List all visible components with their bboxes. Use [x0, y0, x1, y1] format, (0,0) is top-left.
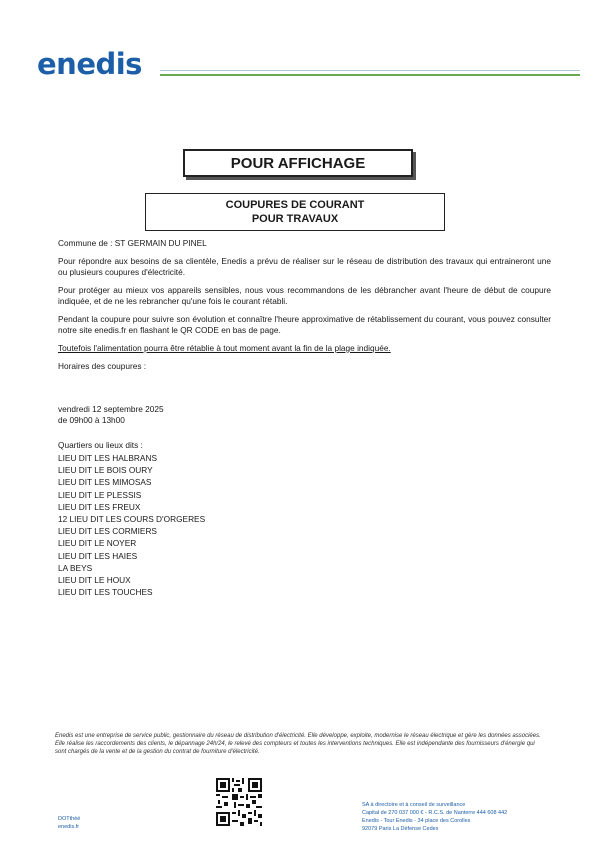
legal-footer: Enedis est une entreprise de service public, gestionnaire du réseau de distribution d'électricité. Elle développe, exploite, modernise le réseau électrique et gère les données associées. Elle réalise les raccordements des clients, le dépannage 24h/24, le relevé des compteurs et toutes les interventions techniques. Elle est indépendante des fournisseurs d'énergie qui sont chargés de la vente et de la gestion du contrat de fourniture d'électricité. — [55, 733, 541, 755]
list-item: LA BEYS — [58, 562, 93, 573]
outage-time: de 09h00 à 13h00 — [58, 415, 125, 425]
list-item: LIEU DIT LES FREUX — [58, 501, 141, 512]
title-text: POUR AFFICHAGE — [230, 154, 366, 172]
company-address: Enedis - Tour Enedis - 34 place des Corolles — [362, 818, 471, 824]
quartiers-label: Quartiers ou lieux dits : — [58, 440, 143, 450]
list-item: LIEU DIT LES TOUCHES — [58, 587, 153, 598]
website-link[interactable]: enedis.fr — [58, 824, 80, 830]
company-capital: Capital de 270 037 000 € - R.C.S. de Nanterre 444 608 442 — [362, 810, 508, 816]
list-item: LIEU DIT LE NOYER — [58, 538, 137, 549]
enedis-logo — [37, 47, 142, 81]
list-item: LIEU DIT LE HOUX — [58, 575, 131, 586]
horaires-label: Horaires des coupures : — [58, 361, 147, 371]
subtitle-line2: POUR TRAVAUX — [251, 213, 339, 225]
list-item: LIEU DIT LES CORMIERS — [58, 526, 157, 537]
paragraph-3: Pendant la coupure pour suivre son évolution et connaître l'heure approximative de rétablissement du courant, vous pouvez consulter notre site enedis.fr en flashant le QR CODE en bas de page. — [58, 314, 551, 335]
subtitle-box — [145, 193, 445, 231]
list-item: LIEU DIT LE PLESSIS — [58, 489, 142, 500]
notice-body — [58, 238, 551, 598]
subtitle-line1: COUPURES DE COURANT — [225, 199, 365, 211]
commune-line: Commune de : ST GERMAIN DU PINEL — [58, 238, 207, 248]
paragraph-1: Pour répondre aux besoins de sa clientèle, Enedis a prévu de réaliser sur le réseau de distribution des travaux qui entraineront une ou plusieurs coupures d'électricité. — [58, 256, 551, 277]
outage-date: vendredi 12 septembre 2025 — [58, 404, 164, 414]
qr-code[interactable] — [216, 778, 262, 826]
list-item: LIEU DIT LES HAIES — [58, 550, 138, 561]
list-item: LIEU DIT LES HALBRANS — [58, 453, 157, 463]
logo-text: enedis — [37, 47, 142, 81]
title-box — [183, 149, 413, 177]
list-item: 12 LIEU DIT LES COURS D'ORGERES — [58, 514, 206, 525]
list-item: LIEU DIT LES MIMOSAS — [58, 477, 152, 488]
list-item: LIEU DIT LE BOIS OURY — [58, 465, 153, 476]
company-type: SA à directoire et à conseil de surveillance — [362, 802, 466, 808]
locations-list — [58, 452, 551, 598]
footer-left — [58, 815, 80, 831]
company-city: 92079 Paris La Défense Cedex — [362, 826, 439, 832]
header-rule-blue — [160, 70, 580, 71]
footer-right — [362, 801, 507, 833]
paragraph-2: Pour protéger au mieux vos appareils sensibles, nous vous recommandons de les débrancher avant l'heure de début de coupure indiquée, et de ne les rebrancher qu'une fois le courant rétabli. — [58, 285, 551, 306]
warning-line: Toutefois l'alimentation pourra être rétablie à tout moment avant la fin de la plage indiquée. — [58, 343, 391, 353]
footer-left-line1: DOTthèé — [58, 816, 81, 822]
header-rule-green — [160, 74, 580, 76]
